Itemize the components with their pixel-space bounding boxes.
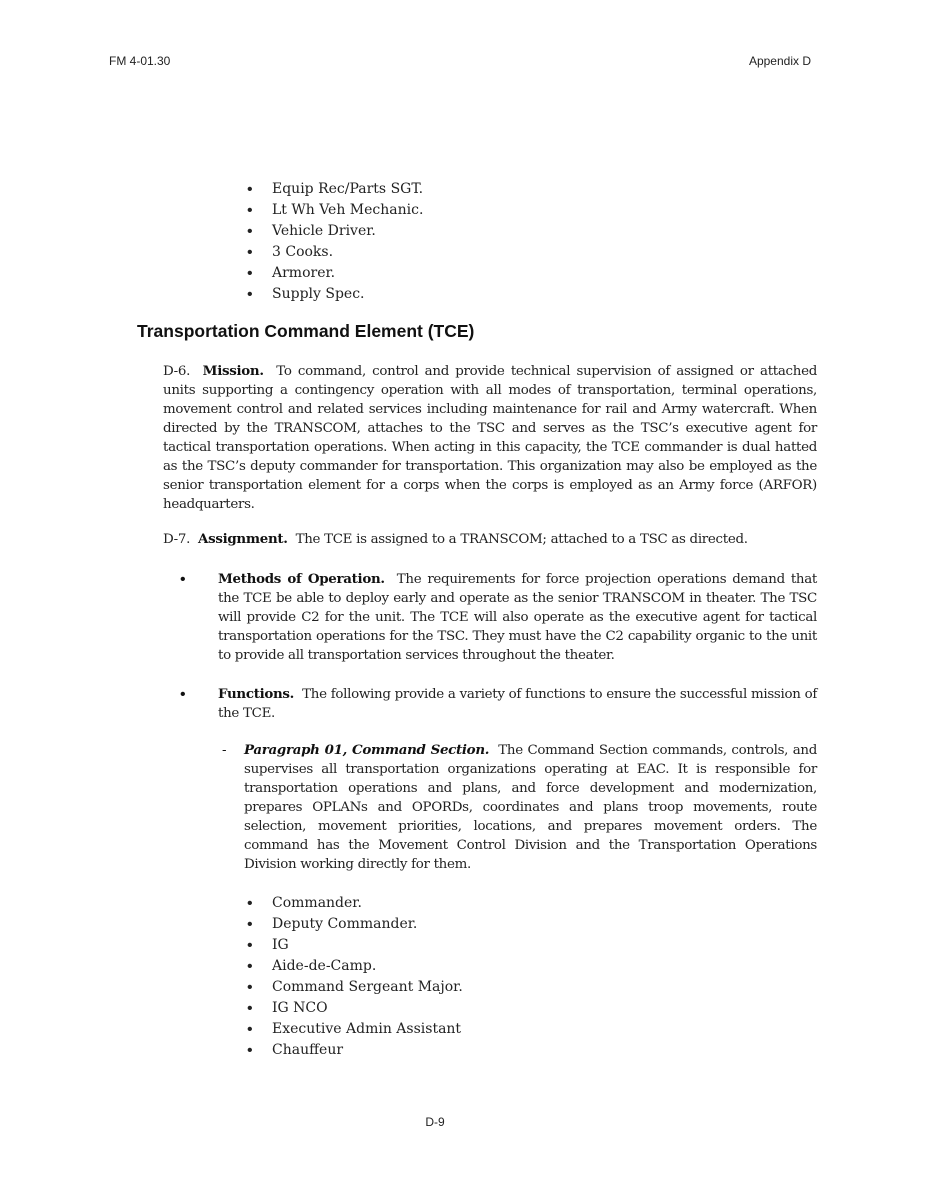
item-label: Methods of Operation. [218, 571, 385, 587]
list-item: • Supply Spec. [247, 284, 747, 305]
personnel-list-top [247, 179, 747, 305]
list-item: • Vehicle Driver. [247, 221, 747, 242]
item-label: Functions. [218, 686, 295, 702]
paragraph-number: D-7. [163, 532, 191, 547]
page-number: D-9 [425, 1115, 445, 1129]
paragraph-text: To command, control and provide technical supervision of assigned or attached units supporting a contingency operation with all modes of transportation, terminal operations, movement control and related services including maintenance for rail and Army watercraft. When directed by the TRANSCOM, attaches to the TSC and serves as the TSC’s executive agent for tactical transportation operations. When acting in this capacity, the TCE commander is dual hatted as the TSC’s deputy commander for transportation. This organization may also be employed as the senior transportation element for a corps when the corps is employed as an Army force (ARFOR) headquarters. [163, 364, 817, 512]
list-item: • Armorer. [247, 263, 747, 284]
item-label: Paragraph 01, Command Section. [244, 742, 490, 758]
list-item: • 3 Cooks. [247, 242, 747, 263]
command-section-personnel-list [247, 893, 747, 1061]
item-text: The following provide a variety of functions to ensure the successful mission of the TCE. [218, 687, 817, 721]
running-header-left: FM 4-01.30 [109, 54, 171, 68]
bullet-icon: • [180, 571, 186, 588]
list-item: • Chauffeur [247, 1040, 747, 1061]
paragraph-01-command-section [222, 741, 817, 874]
list-item: • IG [247, 935, 747, 956]
list-item: • Deputy Commander. [247, 914, 747, 935]
bullet-icon: • [180, 686, 186, 703]
list-item: • Commander. [247, 893, 747, 914]
methods-of-operation-item [180, 570, 817, 665]
paragraph-number: D-6. [163, 364, 191, 379]
item-text: The requirements for force projection operations demand that the TCE be able to deploy early and operate as the senior TRANSCOM in theater. The TSC will provide C2 for the unit. The TCE will also operate as the executive agent for tactical transportation operations for the TSC. They must have the C2 capability organic to the unit to provide all transportation services throughout the theater. [218, 572, 817, 663]
functions-item [180, 685, 817, 723]
list-item: • Executive Admin Assistant [247, 1019, 747, 1040]
running-header-right: Appendix D [748, 54, 811, 68]
paragraph-d7 [163, 530, 817, 549]
paragraph-label: Mission. [202, 363, 264, 379]
list-item: • Equip Rec/Parts SGT. [247, 179, 747, 200]
paragraph-label: Assignment. [198, 531, 288, 547]
dash-marker: - [222, 743, 227, 758]
list-item: • Command Sergeant Major. [247, 977, 747, 998]
item-text: The Command Section commands, controls, and supervises all transportation organizations operating at EAC. It is responsible for transportation operations and plans, and force development and modernization, prepares OPLANs and OPORDs, coordinates and plans troop movements, route selection, movement priorities, locations, and prepares movement orders. The command has the Movement Control Division and the Transportation Operations Division working directly for them. [244, 743, 817, 872]
section-title: Transportation Command Element (TCE) [137, 321, 475, 341]
paragraph-d6 [163, 362, 817, 514]
paragraph-text: The TCE is assigned to a TRANSCOM; attached to a TSC as directed. [295, 532, 748, 547]
list-item: • Aide-de-Camp. [247, 956, 747, 977]
list-item: • Lt Wh Veh Mechanic. [247, 200, 747, 221]
list-item: • IG NCO [247, 998, 747, 1019]
